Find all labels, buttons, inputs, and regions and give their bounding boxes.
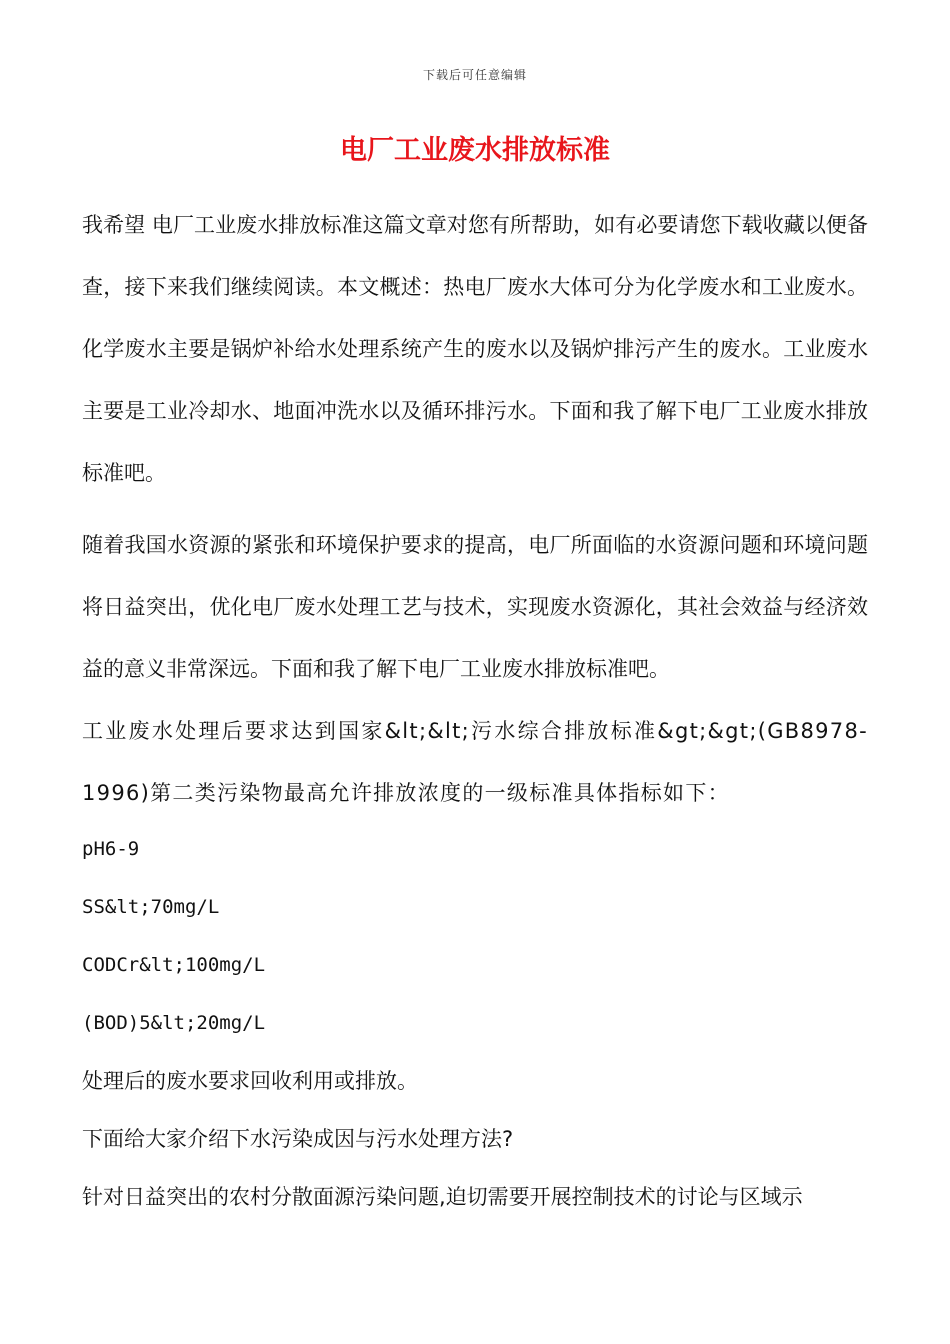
- spec-ss: SS&lt;70mg/L: [82, 896, 220, 918]
- paragraph-intro: 我希望 电厂工业废水排放标准这篇文章对您有所帮助，如有必要请您下载收藏以便备查，接下来我们继续阅读。本文概述：热电厂废水大体可分为化学废水和工业废水。化学废水主要是锅炉补给水处理系统产生的废水以及锅炉排污产生的废水。工业废水主要是工业冷却水、地面冲洗水以及循环排污水。下面和我了解下电厂工业废水排放标准吧。: [82, 213, 868, 485]
- paragraph-treated: 处理后的废水要求回收利用或排放。: [82, 1069, 418, 1093]
- paragraph-standard: 工业废水处理后要求达到国家&lt;&lt;污水综合排放标准&gt;&gt;(GB8978-1996)第二类污染物最高允许排放浓度的一级标准具体指标如下：: [82, 719, 868, 805]
- spec-ph: pH6-9: [82, 838, 140, 860]
- header-note: 下载后可任意编辑: [422, 68, 527, 82]
- paragraph-context: 随着我国水资源的紧张和环境保护要求的提高，电厂所面临的水资源问题和环境问题将日益突出，优化电厂废水处理工艺与技术，实现废水资源化，其社会效益与经济效益的意义非常深远。下面和我了解下电厂工业废水排放标准吧。: [82, 533, 868, 681]
- spec-bod: (BOD)5&lt;20mg/L: [82, 1012, 266, 1034]
- paragraph-rural: 针对日益突出的农村分散面源污染问题,迫切需要开展控制技术的讨论与区域示: [82, 1185, 803, 1209]
- paragraph-question: 下面给大家介绍下水污染成因与污水处理方法?: [82, 1127, 514, 1151]
- spec-cod: CODCr&lt;100mg/L: [82, 954, 266, 976]
- document-title: 电厂工业废水排放标准: [340, 135, 610, 166]
